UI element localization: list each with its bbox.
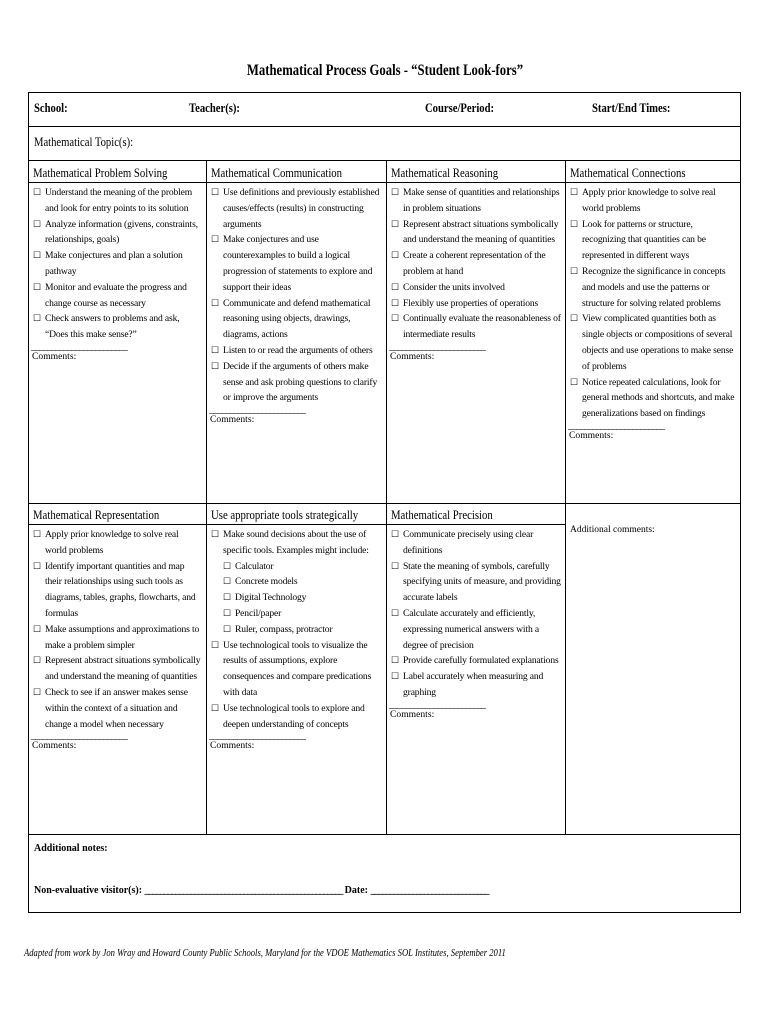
topic-row bbox=[29, 127, 740, 161]
representation-title: Mathematical Representation bbox=[29, 507, 206, 525]
connections-title: Mathematical Connections bbox=[566, 165, 740, 183]
list-item[interactable]: ☐ Provide carefully formulated explanations bbox=[391, 653, 561, 669]
comments-label: Comments: bbox=[210, 414, 255, 426]
cell-problem-solving bbox=[29, 165, 206, 503]
list-item[interactable]: ☐ Use technological tools to visualize the results of assumptions, explore consequences and compare predications with data bbox=[211, 638, 382, 701]
communication-title: Mathematical Communication bbox=[207, 165, 386, 183]
precision-title: Mathematical Precision bbox=[387, 507, 565, 525]
list-item[interactable]: ☐ Create a coherent representation of the problem at hand bbox=[391, 248, 561, 280]
topic-label: Mathematical Topic(s): bbox=[34, 135, 134, 149]
visitor-line bbox=[34, 885, 488, 896]
comments-label: Comments: bbox=[390, 350, 435, 362]
list-item[interactable]: ☐ Apply prior knowledge to solve real world problems bbox=[33, 527, 202, 559]
precision-list bbox=[387, 527, 565, 701]
list-item[interactable]: ☐ Calculate accurately and efficiently, expressing numerical answers with a degree of precision bbox=[391, 606, 561, 653]
cell-connections bbox=[566, 165, 740, 503]
list-item[interactable]: ☐ Understand the meaning of the problem and look for entry points to its solution bbox=[33, 185, 202, 217]
list-item[interactable]: ☐ Flexibly use properties of operations bbox=[391, 296, 561, 312]
list-item[interactable]: ☐ Communicate precisely using clear definitions bbox=[391, 527, 561, 559]
list-item[interactable]: ☐ Use definitions and previously established causes/effects (results) in constructing arguments bbox=[211, 185, 382, 232]
list-item[interactable]: ☐ View complicated quantities both as single objects or compositions of several objects and use operations to make sense of problems bbox=[570, 311, 736, 374]
tool-ruler-compass[interactable]: ☐ Ruler, compass, protractor bbox=[211, 622, 382, 638]
cell-representation bbox=[29, 507, 206, 834]
reasoning-title: Mathematical Reasoning bbox=[387, 165, 565, 183]
list-item[interactable]: ☐ Label accurately when measuring and graphing bbox=[391, 669, 561, 701]
comments-label: Comments: bbox=[32, 740, 77, 752]
separator-line: ________________________ bbox=[31, 732, 127, 741]
list-item[interactable]: ☐ Check to see if an answer makes sense within the context of a situation and change a model when necessary bbox=[33, 685, 202, 732]
list-item[interactable]: ☐ Analyze information (givens, constraints, relationships, goals) bbox=[33, 217, 202, 249]
list-item[interactable]: ☐ Make assumptions and approximations to make a problem simpler bbox=[33, 622, 202, 654]
comments-label: Comments: bbox=[210, 740, 255, 752]
additional-notes-label: Additional notes: bbox=[34, 843, 108, 854]
tool-digital-technology[interactable]: ☐ Digital Technology bbox=[211, 590, 382, 606]
separator-line: ________________________ bbox=[389, 700, 485, 709]
list-item[interactable]: ☐ Notice repeated calculations, look for general methods and shortcuts, and make generalizations based on findings bbox=[570, 375, 736, 422]
cell-precision bbox=[387, 507, 565, 834]
representation-list bbox=[29, 527, 206, 732]
problem-solving-list bbox=[29, 185, 206, 343]
list-item[interactable]: ☐ Continually evaluate the reasonableness of intermediate results bbox=[391, 311, 561, 343]
list-item[interactable]: ☐ State the meaning of symbols, carefully specifying units of measure, and providing accurate labels bbox=[391, 559, 561, 606]
separator-line: ________________________ bbox=[209, 732, 305, 741]
list-item[interactable]: ☐ Identify important quantities and map their relationships using such tools as diagrams, tables, graphs, flowcharts, and formulas bbox=[33, 559, 202, 622]
list-item[interactable]: ☐ Represent abstract situations symbolically and understand the meaning of quantities bbox=[391, 217, 561, 249]
school-label: School: bbox=[34, 101, 68, 115]
communication-list bbox=[207, 185, 386, 406]
date-label: Date: bbox=[344, 885, 368, 896]
list-item[interactable]: ☐ Consider the units involved bbox=[391, 280, 561, 296]
list-item[interactable]: ☐ Check answers to problems and ask, “Does this make sense?” bbox=[33, 311, 202, 343]
list-item[interactable]: ☐ Recognize the significance in concepts and models and use the patterns or structure for solving related problems bbox=[570, 264, 736, 311]
separator-line: ________________________ bbox=[209, 406, 305, 415]
course-label: Course/Period: bbox=[425, 101, 495, 115]
page-title: Mathematical Process Goals - “Student Look-fors” bbox=[246, 62, 524, 79]
list-item[interactable]: ☐ Represent abstract situations symbolically and understand the meaning of quantities bbox=[33, 653, 202, 685]
list-item[interactable]: ☐ Listen to or read the arguments of others bbox=[211, 343, 382, 359]
list-item[interactable]: ☐ Look for patterns or structure, recognizing that quantities can be represented in different ways bbox=[570, 217, 736, 264]
teacher-label: Teacher(s): bbox=[189, 101, 240, 115]
connections-list bbox=[566, 185, 740, 422]
list-item[interactable]: ☐ Make conjectures and plan a solution pathway bbox=[33, 248, 202, 280]
date-field[interactable]: _______________________________ bbox=[370, 885, 489, 896]
cell-reasoning bbox=[387, 165, 565, 503]
tool-pencil-paper[interactable]: ☐ Pencil/paper bbox=[211, 606, 382, 622]
list-item[interactable]: ☐ Make conjectures and use counterexamples to build a logical progression of statements to explore and support their ideas bbox=[211, 232, 382, 295]
list-item[interactable]: ☐ Apply prior knowledge to solve real world problems bbox=[570, 185, 736, 217]
visitor-field[interactable]: ____________________________________________________ bbox=[144, 885, 343, 896]
reasoning-list bbox=[387, 185, 565, 343]
comments-label: Comments: bbox=[390, 708, 435, 720]
cell-tools bbox=[207, 507, 386, 834]
cell-communication bbox=[207, 165, 386, 503]
separator-line: ________________________ bbox=[389, 342, 485, 351]
grid-line bbox=[29, 503, 740, 504]
visitor-label: Non-evaluative visitor(s): bbox=[34, 885, 143, 896]
observation-form bbox=[28, 92, 741, 913]
tool-concrete-models[interactable]: ☐ Concrete models bbox=[211, 574, 382, 590]
notes-row bbox=[29, 834, 740, 914]
separator-line: ________________________ bbox=[568, 421, 664, 430]
tools-title: Use appropriate tools strategically bbox=[207, 507, 386, 525]
footer-credit: Adapted from work by Jon Wray and Howard County Public Schools, Maryland for the VDOE Mathematics SOL Institutes, September 2011 bbox=[24, 948, 506, 959]
tool-calculator[interactable]: ☐ Calculator bbox=[211, 559, 382, 575]
comments-label: Comments: bbox=[32, 350, 77, 362]
comments-label: Comments: bbox=[569, 429, 614, 441]
list-item[interactable]: ☐ Decide if the arguments of others make sense and ask probing questions to clarify or improve the arguments bbox=[211, 359, 382, 406]
list-item[interactable]: ☐ Use technological tools to explore and deepen understanding of concepts bbox=[211, 701, 382, 733]
list-item[interactable]: ☐ Monitor and evaluate the progress and change course as necessary bbox=[33, 280, 202, 312]
list-item[interactable]: ☐ Communicate and defend mathematical reasoning using objects, drawings, diagrams, actions bbox=[211, 296, 382, 343]
cell-additional-comments[interactable] bbox=[566, 507, 740, 834]
tools-list bbox=[207, 527, 386, 732]
separator-line: ________________________ bbox=[31, 342, 127, 351]
additional-comments-label: Additional comments: bbox=[570, 525, 655, 535]
problem-solving-title: Mathematical Problem Solving bbox=[29, 165, 206, 183]
times-label: Start/End Times: bbox=[592, 101, 671, 115]
list-item[interactable]: ☐ Make sense of quantities and relationships in problem situations bbox=[391, 185, 561, 217]
list-item[interactable]: ☐ Make sound decisions about the use of specific tools. Examples might include: bbox=[211, 527, 382, 559]
header-row bbox=[29, 93, 740, 127]
